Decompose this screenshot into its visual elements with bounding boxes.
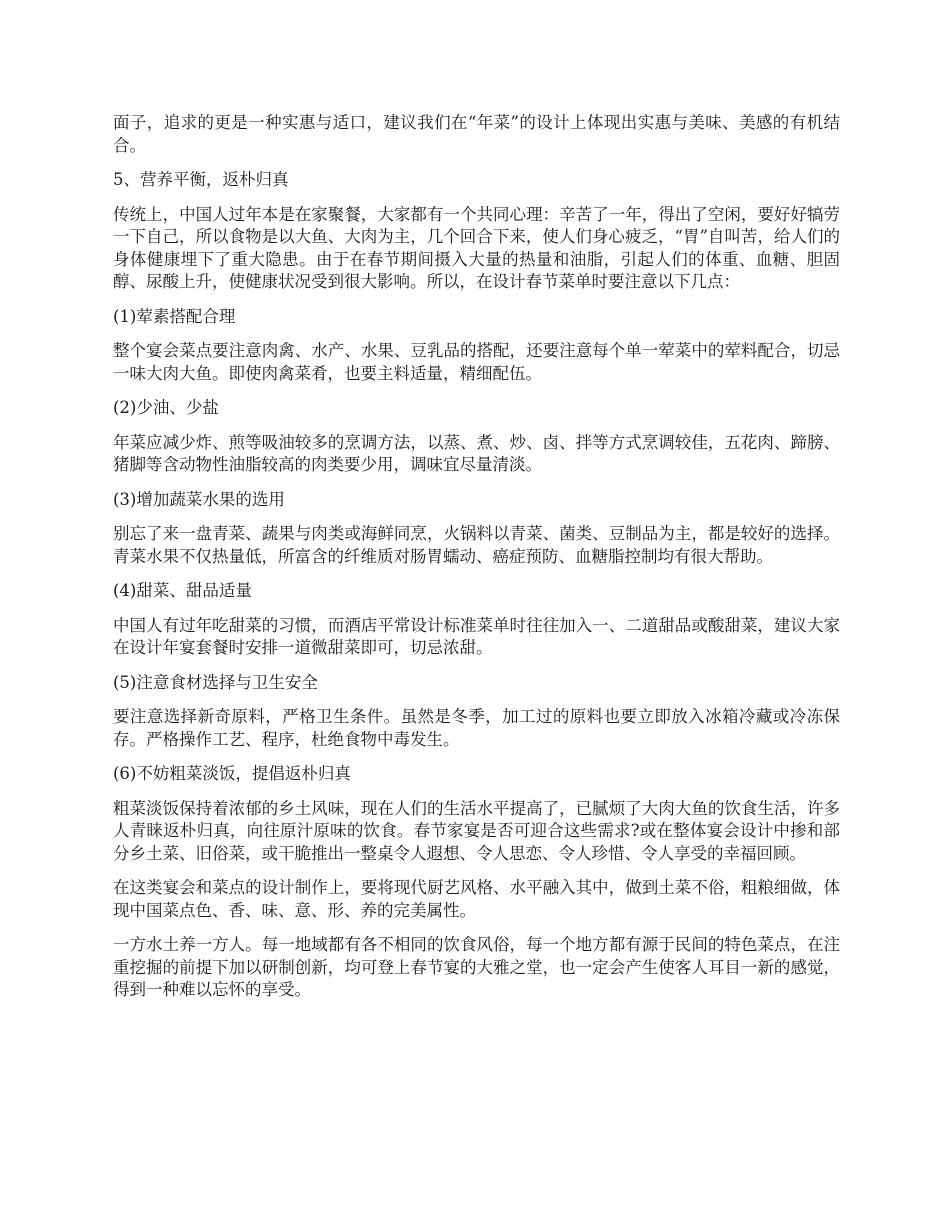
subsection-heading: (1)荤素搭配合理 <box>113 306 236 326</box>
subsection-heading: (5)注意食材选择与卫生安全 <box>113 672 318 692</box>
paragraph: 一方水土养一方人。每一地域都有各不相同的饮食风俗，每一个地方都有源于民间的特色菜点，在注重挖掘的前提下加以研制创新，均可登上春节宴的大雅之堂，也一定会产生使客人耳目一新的感觉，得到一种难以忘怀的享受。 <box>113 935 840 999</box>
paragraph: 在这类宴会和菜点的设计制作上，要将现代厨艺风格、水平融入其中，做到土菜不俗，粗粮细做，体现中国菜点色、香、味、意、形、养的完美属性。 <box>113 878 840 920</box>
subsection-heading: (3)增加蔬菜水果的选用 <box>113 489 285 509</box>
paragraph: 要注意选择新奇原料，严格卫生条件。虽然是冬季，加工过的原料也要立即放入冰箱冷藏或冷冻保存。严格操作工艺、程序，杜绝食物中毒发生。 <box>113 707 840 749</box>
subsection-heading: (2)少油、少盐 <box>113 398 219 417</box>
paragraph: 面子，追求的更是一种实惠与适口，建议我们在“年菜”的设计上体现出实惠与美味、美感的有机结合。 <box>113 113 840 155</box>
paragraph: 整个宴会菜点要注意肉禽、水产、水果、豆乳品的搭配，还要注意每个单一荤菜中的荤料配合，切忌一味大肉大鱼。即使肉禽菜肴，也要主料适量，精细配伍。 <box>113 341 840 383</box>
section-heading: 5、营养平衡，返朴归真 <box>113 170 289 189</box>
paragraph: 中国人有过年吃甜菜的习惯，而酒店平常设计标准菜单时往往加入一、二道甜品或酸甜菜，建议大家在设计年宴套餐时安排一道微甜菜即可，切忌浓甜。 <box>113 615 840 657</box>
document-body <box>113 112 840 1014</box>
paragraph: 粗菜淡饭保持着浓郁的乡土风味，现在人们的生活水平提高了，已腻烦了大肉大鱼的饮食生活，许多人青睐返朴归真，向往原汁原味的饮食。春节家宴是否可迎合这些需求?或在整体宴会设计中掺和部分乡土菜、旧俗菜，或干脆推出一整桌令人遐想、令人思恋、令人珍惜、令人享受的幸福回顾。 <box>113 798 840 863</box>
paragraph: 传统上，中国人过年本是在家聚餐，大家都有一个共同心理：辛苦了一年，得出了空闲，要好好犒劳一下自己，所以食物是以大鱼、大肉为主，几个回合下来，使人们身心疲乏，“胃”自叫苦，给人们的身体健康埋下了重大隐患。由于在春节期间摄入大量的热量和油脂，引起人们的体重、血糖、胆固醇、尿酸上升，使健康状况受到很大影响。所以，在设计春节菜单时要注意以下几点： <box>113 204 840 291</box>
subsection-heading: (6)不妨粗菜淡饭，提倡返朴归真 <box>113 764 351 783</box>
subsection-heading: (4)甜菜、甜品适量 <box>113 581 252 600</box>
paragraph: 别忘了来一盘青菜、蔬果与肉类或海鲜同烹，火锅料以青菜、菌类、豆制品为主，都是较好的选择。青菜水果不仅热量低，所富含的纤维质对肠胃蠕动、癌症预防、血糖脂控制均有很大帮助。 <box>113 524 840 566</box>
paragraph: 年菜应减少炸、煎等吸油较多的烹调方法，以蒸、煮、炒、卤、拌等方式烹调较佳，五花肉、蹄膀、猪脚等含动物性油脂较高的肉类要少用，调味宜尽量清淡。 <box>113 432 840 474</box>
